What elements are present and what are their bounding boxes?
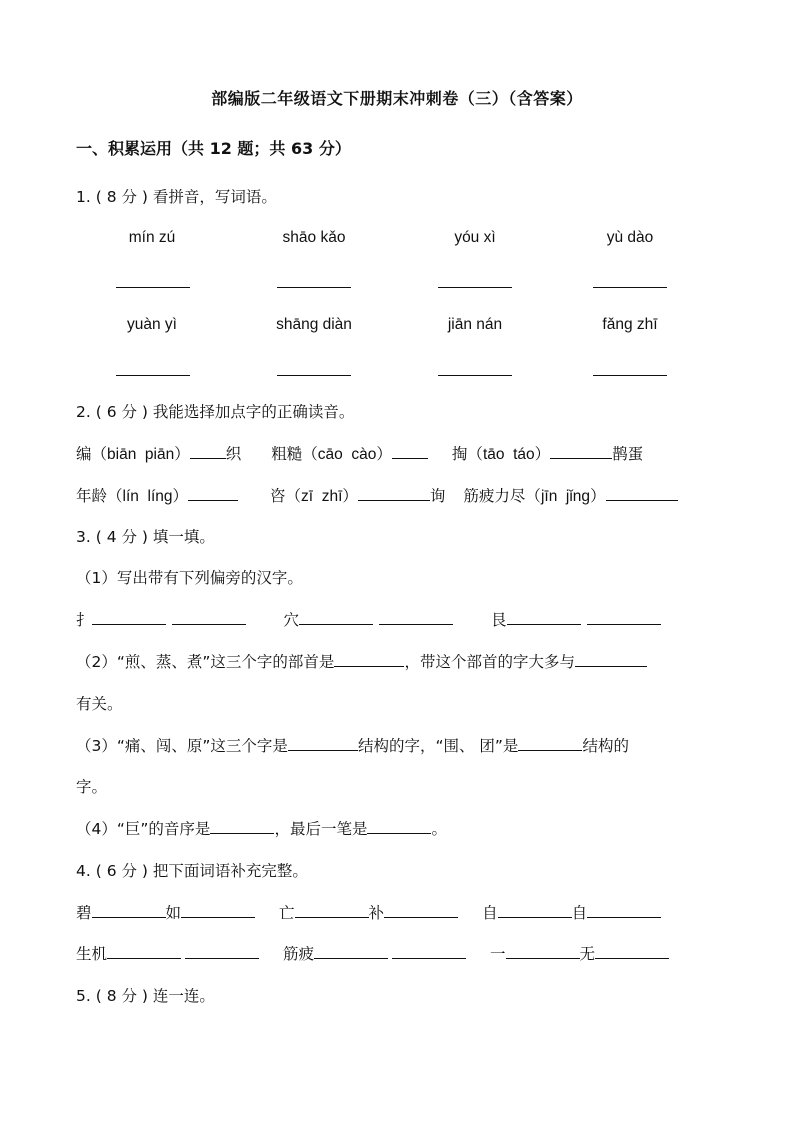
answer-blank[interactable] xyxy=(299,610,373,625)
answer-blank[interactable] xyxy=(288,736,358,751)
question-2-line-2: 年龄（lín líng） 咨（zī zhī） 询 筋疲力尽（jīn jǐng） xyxy=(76,485,678,508)
answer-blank[interactable] xyxy=(367,819,431,834)
pinyin-item: jiān nán xyxy=(447,316,503,333)
answer-blank[interactable] xyxy=(277,287,351,288)
answer-blank[interactable] xyxy=(593,375,667,376)
pinyin-item: yù dào xyxy=(606,229,654,246)
answer-blank[interactable] xyxy=(498,903,572,918)
answer-blank[interactable] xyxy=(392,444,428,459)
answer-blank[interactable] xyxy=(107,944,181,959)
pinyin-row-2 xyxy=(0,316,794,340)
idiom-row-1: 碧 如 亡 补 自 自 xyxy=(76,902,661,924)
answer-blank[interactable] xyxy=(550,444,612,459)
answer-blank[interactable] xyxy=(438,375,512,376)
question-3-sub-2-cont: 有关。 xyxy=(76,695,123,713)
answer-blank[interactable] xyxy=(379,610,453,625)
answer-blank[interactable] xyxy=(587,903,661,918)
answer-blank[interactable] xyxy=(92,903,166,918)
question-1-header: 1. ( 8 分 ) 看拼音，写词语。 xyxy=(76,188,277,206)
pinyin-item: shāo kǎo xyxy=(282,229,346,246)
answer-blank[interactable] xyxy=(334,652,404,667)
answer-blank[interactable] xyxy=(190,444,226,459)
answer-blank[interactable] xyxy=(210,819,274,834)
answer-blank[interactable] xyxy=(185,944,259,959)
answer-blank[interactable] xyxy=(92,610,166,625)
question-3-sub-3-cont: 字。 xyxy=(76,778,108,796)
question-3-sub-1: （1）写出带有下列偏旁的汉字。 xyxy=(76,569,303,587)
page-title: 部编版二年级语文下册期末冲刺卷（三）（含答案） xyxy=(211,89,583,108)
answer-blank[interactable] xyxy=(438,287,512,288)
pinyin-item: yuàn yì xyxy=(127,316,177,333)
pinyin-item: yóu xì xyxy=(454,229,496,246)
pinyin-item: shāng diàn xyxy=(276,316,352,333)
answer-blank[interactable] xyxy=(606,486,678,501)
question-3-sub-4: （4）“巨”的音序是 ，最后一笔是 。 xyxy=(76,820,447,838)
pinyin-item: mín zú xyxy=(128,229,176,246)
question-2-header: 2. ( 6 分 ) 我能选择加点字的正确读音。 xyxy=(76,403,355,421)
radical-row: 扌 穴 艮 xyxy=(76,609,661,631)
idiom-row-2: 生机 筋疲 一 无 xyxy=(76,943,669,965)
answer-blank[interactable] xyxy=(392,944,466,959)
answer-blank[interactable] xyxy=(116,375,190,376)
section-heading: 一、积累运用（共 12 题；共 63 分） xyxy=(76,139,351,158)
answer-blank[interactable] xyxy=(181,903,255,918)
pinyin-item: fǎng zhī xyxy=(602,316,658,333)
question-3-header: 3. ( 4 分 ) 填一填。 xyxy=(76,528,215,546)
answer-blank[interactable] xyxy=(384,903,458,918)
question-4-header: 4. ( 6 分 ) 把下面词语补充完整。 xyxy=(76,862,308,880)
question-3-sub-2: （2）“煎、蒸、煮”这三个字的部首是 ，带这个部首的字大多与 xyxy=(76,651,647,673)
question-2-line-1: 编（biān piān） 织 粗糙（cāo cào） 掏（tāo táo） 鹊蛋 xyxy=(76,445,644,463)
answer-blank[interactable] xyxy=(587,610,661,625)
answer-blank[interactable] xyxy=(518,736,582,751)
answer-blank-row-2 xyxy=(0,375,794,379)
answer-blank[interactable] xyxy=(595,944,669,959)
answer-blank[interactable] xyxy=(188,486,238,501)
answer-blank[interactable] xyxy=(506,944,580,959)
answer-blank[interactable] xyxy=(116,287,190,288)
answer-blank[interactable] xyxy=(575,652,647,667)
answer-blank[interactable] xyxy=(507,610,581,625)
answer-blank[interactable] xyxy=(314,944,388,959)
answer-blank[interactable] xyxy=(593,287,667,288)
answer-blank[interactable] xyxy=(172,610,246,625)
answer-blank[interactable] xyxy=(295,903,369,918)
question-5-header: 5. ( 8 分 ) 连一连。 xyxy=(76,987,215,1005)
answer-blank-row-1 xyxy=(0,287,794,291)
answer-blank[interactable] xyxy=(358,486,430,501)
answer-blank[interactable] xyxy=(277,375,351,376)
pinyin-row-1 xyxy=(0,229,794,253)
question-3-sub-3: （3）“痛、闯、原”这三个字是 结构的字，“围、 团”是 结构的 xyxy=(76,737,629,755)
